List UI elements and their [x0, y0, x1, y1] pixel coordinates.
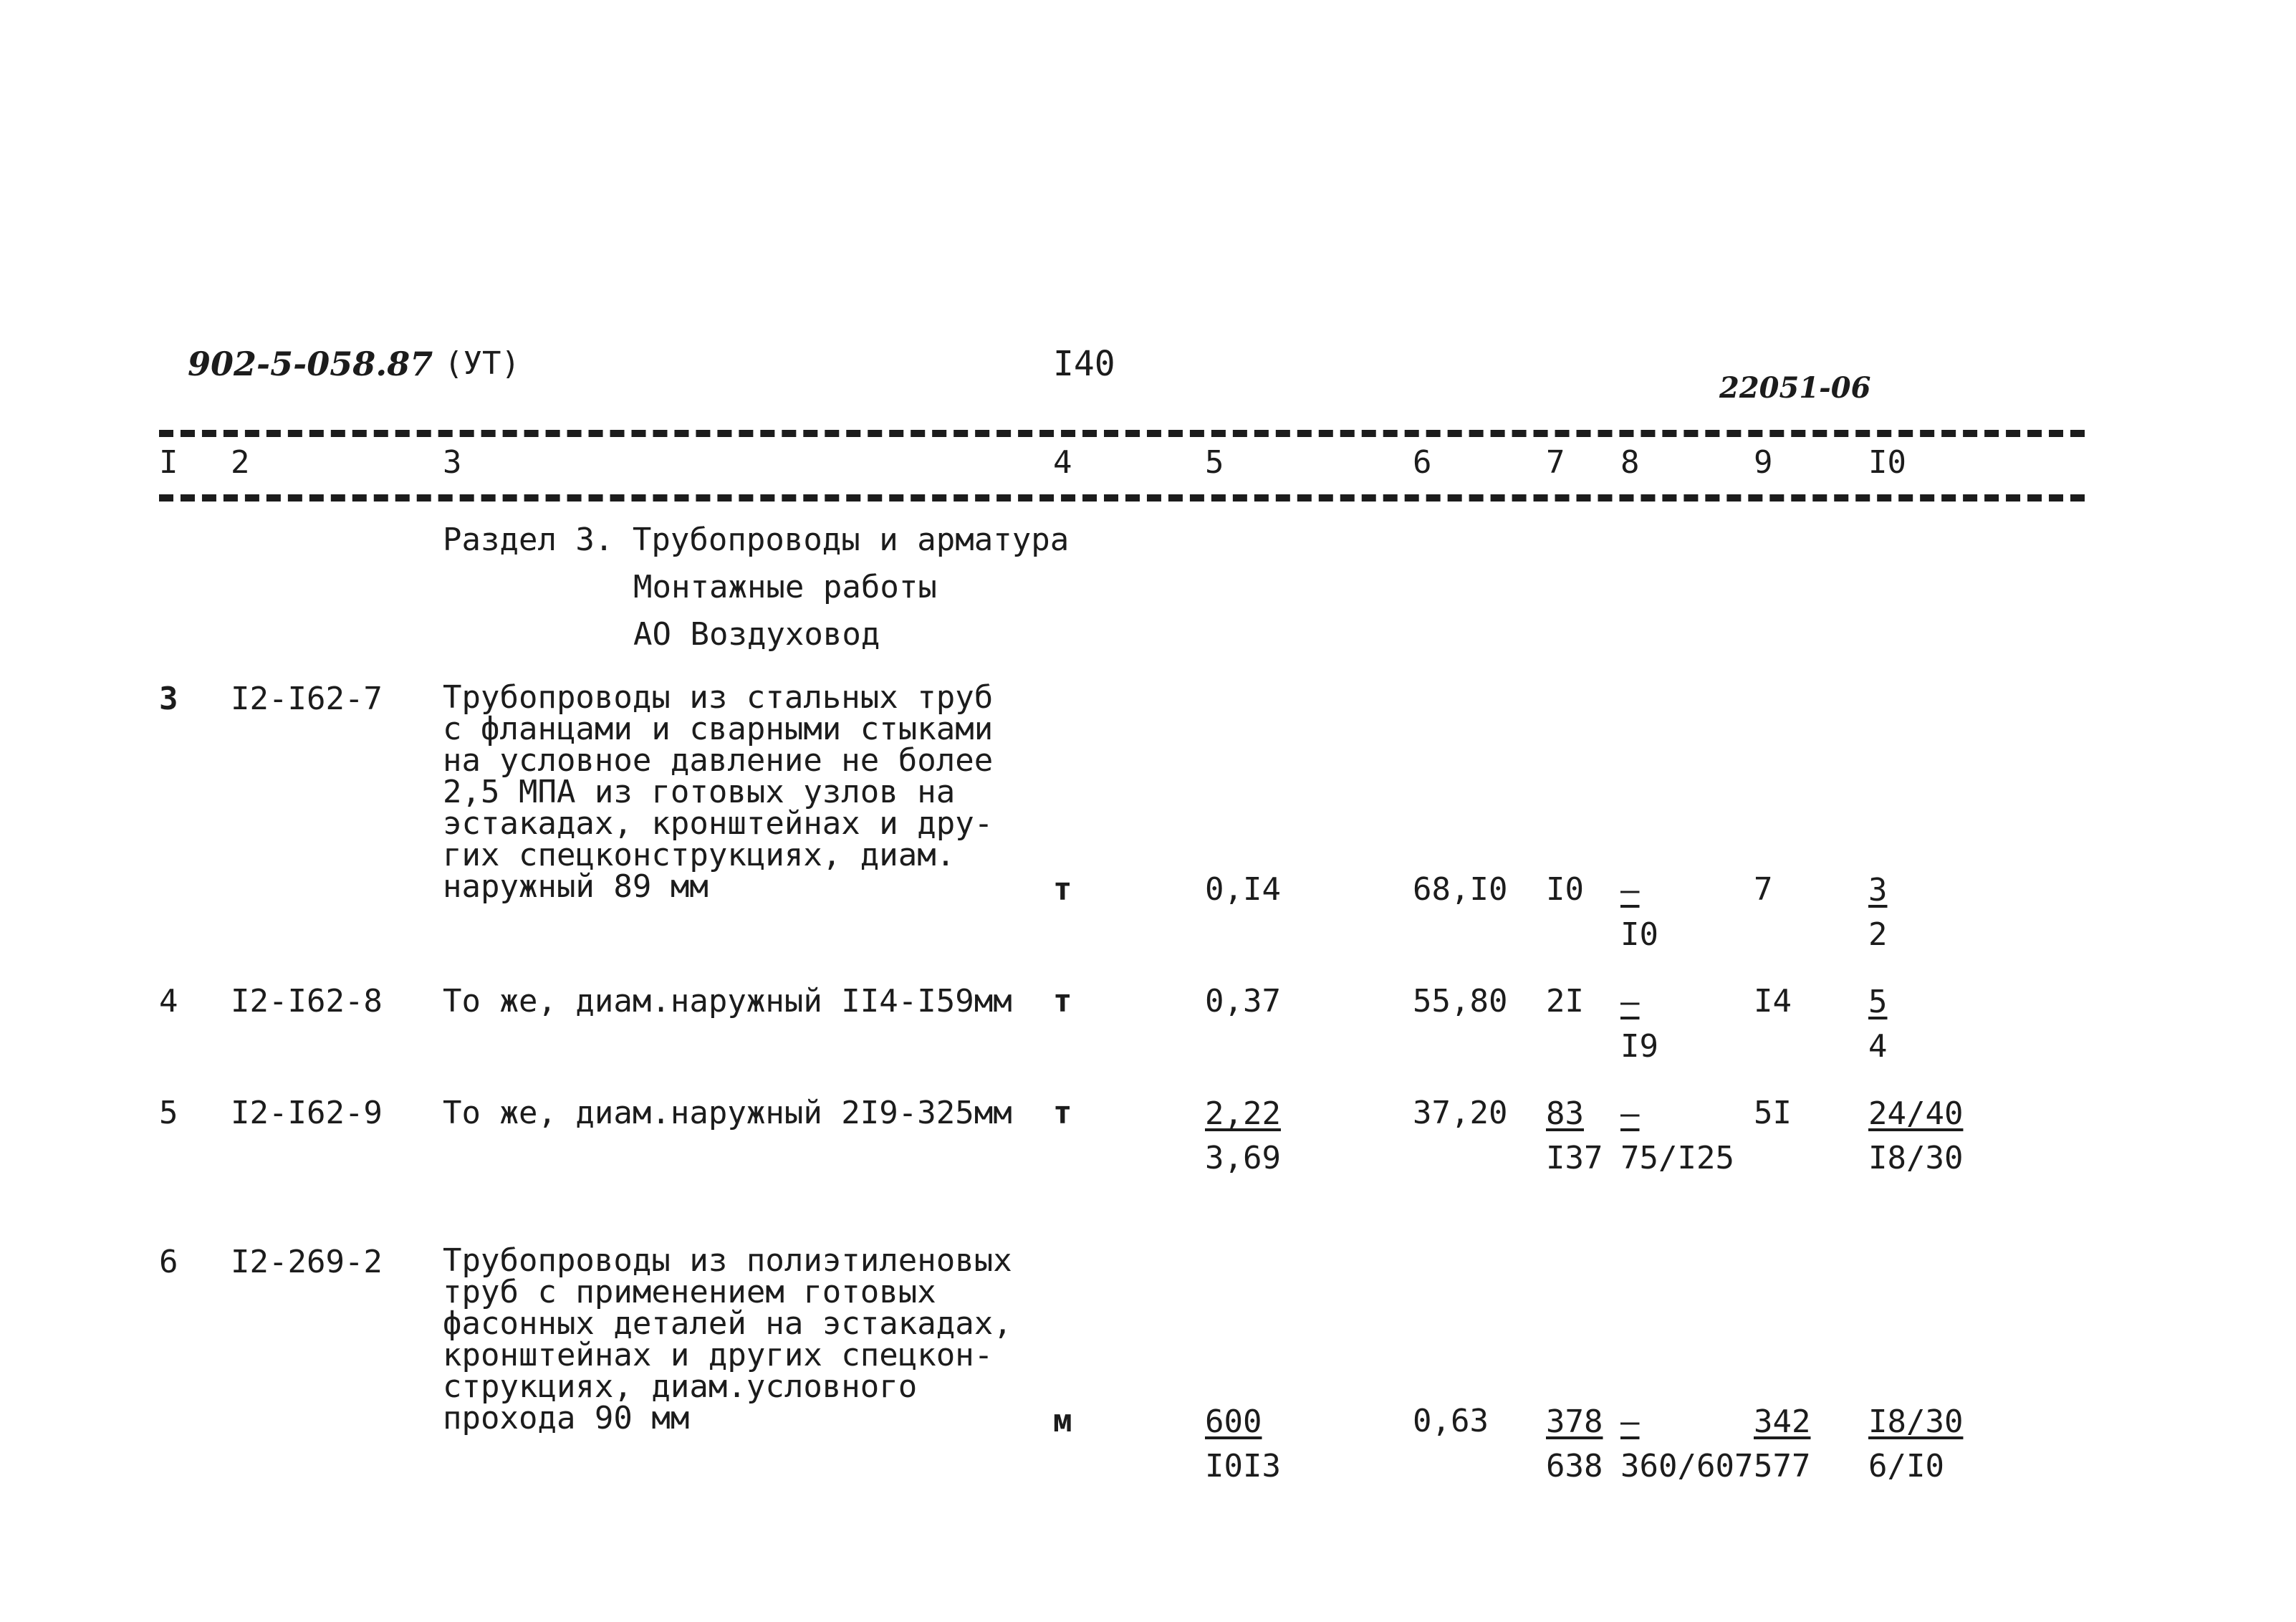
row-col6: 68,I0	[1413, 871, 1508, 908]
row-col10-fraction	[1868, 1400, 1963, 1489]
row-description: Трубопроводы из полиэтиленовых труб с применением готовых фасонных деталей на эстакадах, кронштейнах и других спецкон- струкциях, диам.условного прохода 90 мм	[443, 1242, 1012, 1436]
row-col6: 55,80	[1413, 983, 1508, 1019]
row-col8-fraction	[1620, 1092, 1734, 1181]
row-number: 5	[159, 1095, 178, 1131]
fraction-numerator: 2,22	[1205, 1095, 1281, 1132]
fraction-numerator: 3	[1868, 872, 1888, 908]
row-col5-fraction	[1205, 1092, 1281, 1181]
fraction-denominator: I0	[1620, 916, 1658, 953]
doc-code: 902-5-058.87	[188, 345, 433, 383]
row-col10-fraction	[1868, 980, 1888, 1069]
row-col6: 37,20	[1413, 1095, 1508, 1131]
col-header-7: 7	[1546, 444, 1565, 481]
archive-number: 22051-06	[1719, 371, 1871, 405]
row-col6: 0,63	[1413, 1403, 1489, 1439]
fraction-denominator: 4	[1868, 1028, 1888, 1065]
section-title: Раздел 3. Трубопроводы и арматура	[443, 522, 1070, 558]
row-number: 6	[159, 1244, 178, 1280]
fraction-numerator: –	[1620, 1403, 1640, 1440]
fraction-denominator: 3,69	[1205, 1140, 1281, 1176]
row-col10-fraction	[1868, 868, 1888, 957]
fraction-numerator: 83	[1546, 1095, 1584, 1132]
fraction-numerator: 378	[1546, 1403, 1603, 1440]
row-col9: 7	[1754, 871, 1773, 908]
row-description: Трубопроводы из стальных труб с фланцами и сварными стыками на условное давление не более 2,5 МПА из готовых узлов на эстакадах, кронштейнах и дру- гих спецконструкциях, диам. наружный 89 мм	[443, 679, 994, 905]
fraction-numerator: –	[1620, 872, 1640, 908]
fraction-denominator: 577	[1754, 1448, 1811, 1484]
row-col7: I0	[1546, 871, 1584, 908]
fraction-denominator: 75/I25	[1620, 1140, 1734, 1176]
row-code: I2-I62-7	[231, 681, 383, 717]
fraction-numerator: 5	[1868, 984, 1888, 1020]
fraction-denominator: I8/30	[1868, 1140, 1964, 1176]
fraction-denominator: I9	[1620, 1028, 1658, 1065]
col-header-9: 9	[1754, 444, 1773, 481]
row-code: I2-269-2	[231, 1244, 383, 1280]
row-col9: 5I	[1754, 1095, 1792, 1131]
col-header-5: 5	[1205, 444, 1224, 481]
row-col8-fraction	[1620, 980, 1658, 1069]
col-header-10: I0	[1868, 444, 1906, 481]
row-col5: 0,37	[1205, 983, 1281, 1019]
col-header-1: I	[159, 444, 178, 481]
fraction-numerator: 600	[1205, 1403, 1262, 1440]
row-code: I2-I62-8	[231, 983, 383, 1019]
fraction-numerator: –	[1620, 1095, 1640, 1132]
bottom-dashed-rule	[159, 494, 2085, 502]
col-header-4: 4	[1053, 444, 1072, 481]
top-dashed-rule	[159, 430, 2085, 437]
row-col7-fraction	[1546, 1400, 1603, 1489]
fraction-numerator: –	[1620, 984, 1640, 1020]
col-header-6: 6	[1413, 444, 1432, 481]
row-unit: т	[1053, 983, 1072, 1019]
row-col9-fraction	[1754, 1400, 1810, 1489]
row-col10-fraction	[1868, 1092, 1963, 1181]
fraction-denominator: 2	[1868, 916, 1888, 953]
row-col5-fraction	[1205, 1400, 1281, 1489]
col-header-3: 3	[443, 444, 462, 481]
row-col8-fraction	[1620, 868, 1658, 957]
row-number: 3	[159, 681, 178, 717]
row-col7-fraction	[1546, 1092, 1603, 1181]
fraction-numerator: 24/40	[1868, 1095, 1964, 1132]
row-unit: т	[1053, 871, 1072, 908]
row-col9: I4	[1754, 983, 1792, 1019]
row-code: I2-I62-9	[231, 1095, 383, 1131]
row-description: То же, диам.наружный II4-I59мм	[443, 983, 1012, 1019]
section-subsection: АО Воздуховод	[633, 616, 880, 653]
row-description: То же, диам.наружный 2I9-325мм	[443, 1095, 1012, 1131]
section-subtitle: Монтажные работы	[633, 569, 937, 605]
col-header-8: 8	[1620, 444, 1640, 481]
doc-mark: (УТ)	[444, 345, 520, 382]
fraction-denominator: I0I3	[1205, 1448, 1281, 1484]
row-unit: м	[1053, 1403, 1072, 1439]
row-unit: т	[1053, 1095, 1072, 1131]
fraction-numerator: I8/30	[1868, 1403, 1964, 1440]
page-number: I40	[1053, 344, 1115, 384]
fraction-denominator: 360/607	[1620, 1448, 1754, 1484]
row-number: 4	[159, 983, 178, 1019]
fraction-denominator: 6/I0	[1868, 1448, 1944, 1484]
fraction-denominator: 638	[1546, 1448, 1603, 1484]
row-col5: 0,I4	[1205, 871, 1281, 908]
fraction-numerator: 342	[1754, 1403, 1811, 1440]
col-header-2: 2	[231, 444, 250, 481]
row-col7: 2I	[1546, 983, 1584, 1019]
row-col8-fraction	[1620, 1400, 1753, 1489]
fraction-denominator: I37	[1546, 1140, 1603, 1176]
